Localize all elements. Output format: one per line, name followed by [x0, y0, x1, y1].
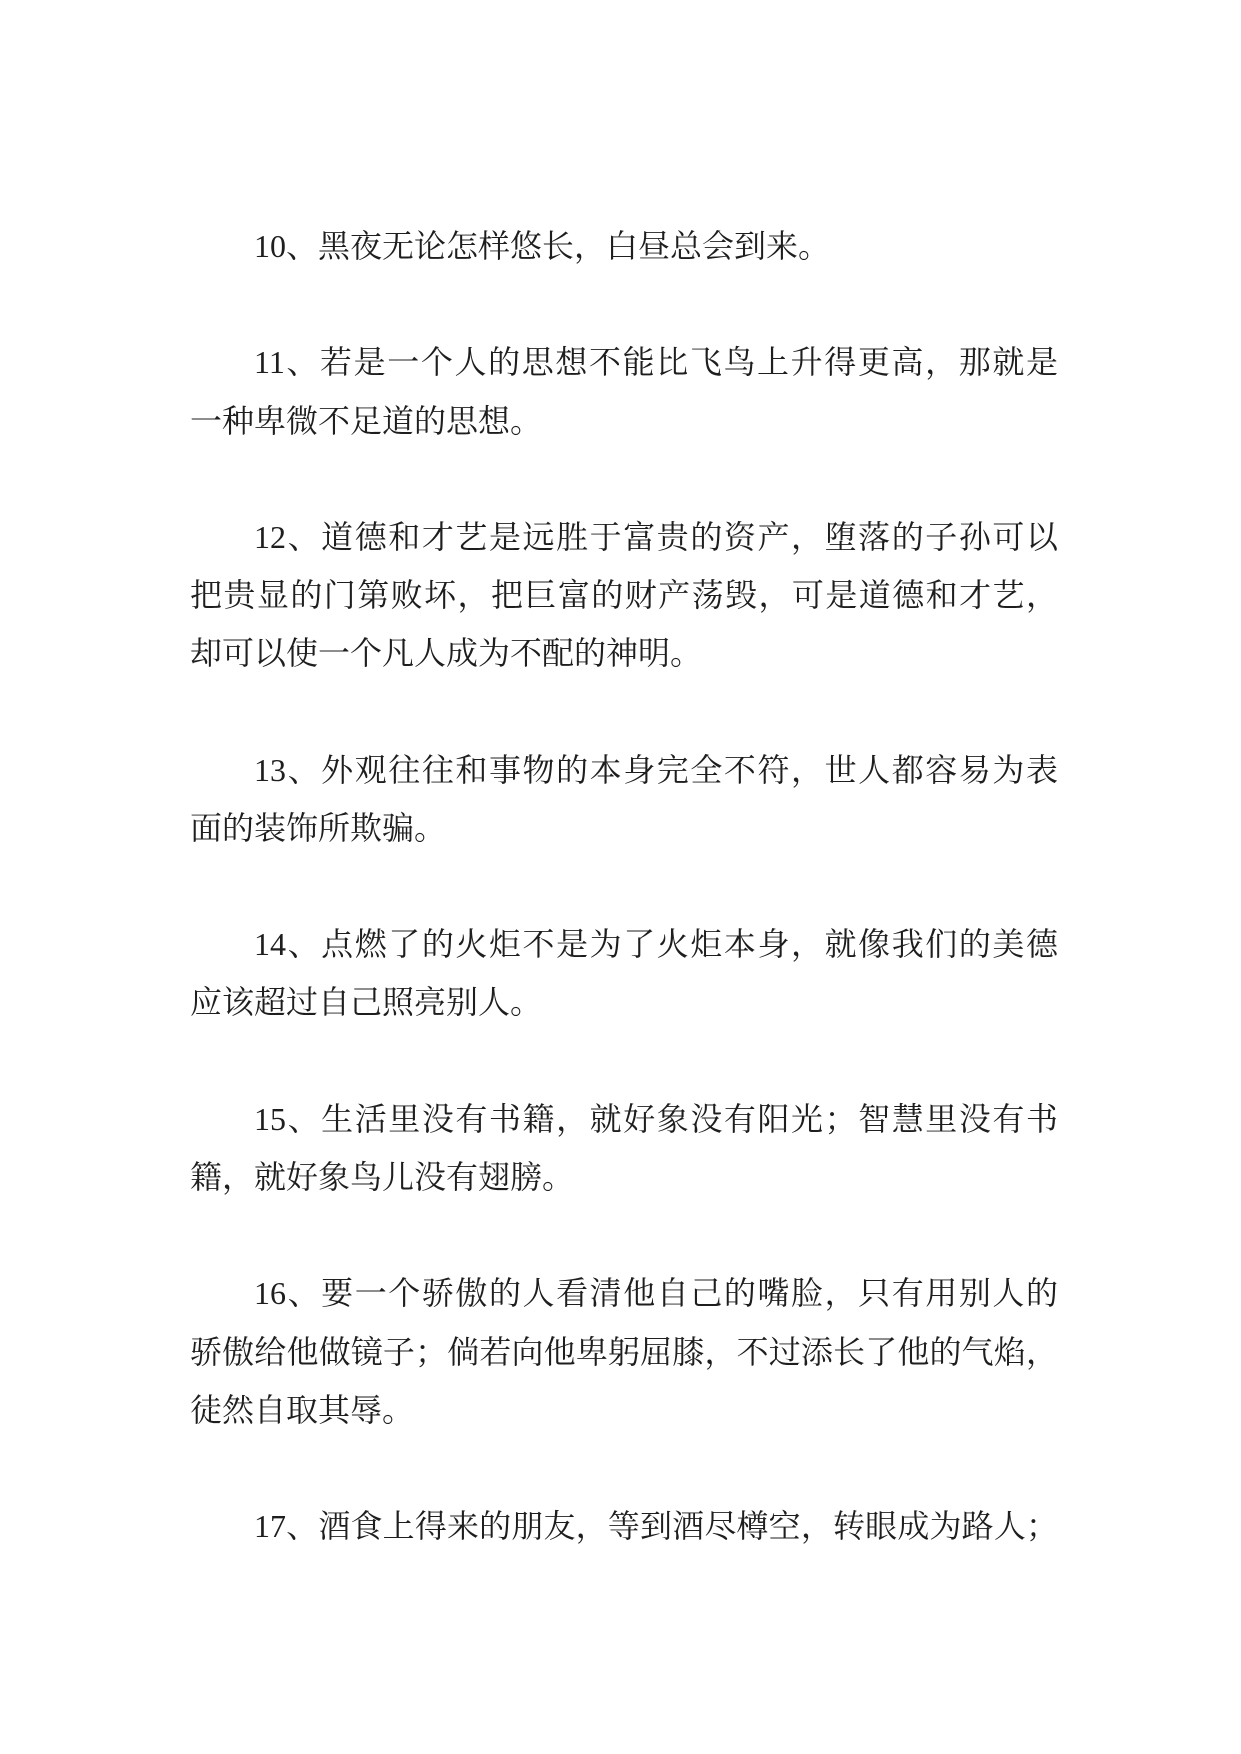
paragraph-line: 12、道德和才艺是远胜于富贵的资产，堕落的子孙可以 — [254, 518, 1058, 555]
paragraph-12 — [190, 508, 1058, 683]
paragraph-line: 17、酒食上得来的朋友，等到酒尽樽空，转眼成为路人； — [254, 1508, 1058, 1545]
paragraph-line: 一种卑微不足道的思想。 — [190, 402, 543, 439]
paragraph-line: 16、要一个骄傲的人看清他自己的嘴脸，只有用别人的 — [254, 1275, 1058, 1312]
paragraph-line: 11、若是一个人的思想不能比飞鸟上升得更高，那就是 — [254, 344, 1058, 381]
paragraph-17 — [190, 1497, 1058, 1555]
paragraph-11 — [190, 333, 1058, 449]
paragraph-10 — [190, 217, 1058, 275]
paragraph-line: 徒然自取其辱。 — [190, 1391, 415, 1428]
paragraph-line: 面的装饰所欺骗。 — [190, 809, 447, 846]
paragraph-15 — [190, 1090, 1058, 1206]
paragraph-line: 骄傲给他做镜子；倘若向他卑躬屈膝，不过添长了他的气焰， — [190, 1333, 1058, 1370]
paragraph-line: 却可以使一个凡人成为不配的神明。 — [190, 635, 703, 672]
paragraph-line: 15、生活里没有书籍，就好象没有阳光；智慧里没有书 — [254, 1100, 1058, 1137]
paragraph-line: 13、外观往往和事物的本身完全不符，世人都容易为表 — [254, 751, 1058, 788]
paragraph-line: 应该超过自己照亮别人。 — [190, 984, 543, 1021]
paragraph-13 — [190, 741, 1058, 857]
document-body — [190, 217, 1058, 1614]
paragraph-14 — [190, 915, 1058, 1031]
paragraph-line: 籍，就好象鸟儿没有翅膀。 — [190, 1159, 575, 1195]
paragraph-line: 把贵显的门第败坏，把巨富的财产荡毁，可是道德和才艺， — [190, 577, 1058, 614]
paragraph-16 — [190, 1264, 1058, 1439]
paragraph-line: 14、点燃了的火炬不是为了火炬本身，就像我们的美德 — [254, 926, 1058, 963]
paragraph-line: 10、黑夜无论怎样悠长，白昼总会到来。 — [254, 228, 831, 264]
